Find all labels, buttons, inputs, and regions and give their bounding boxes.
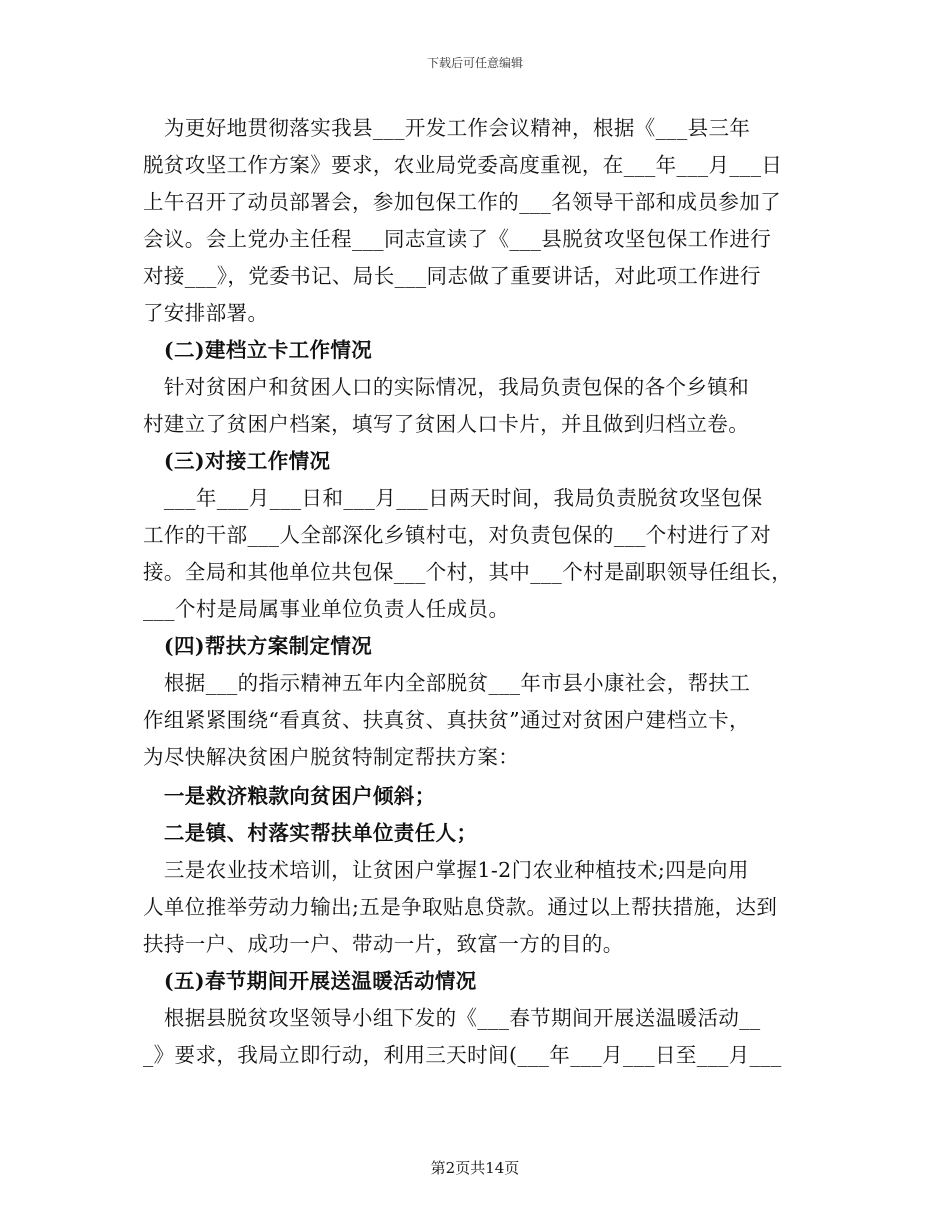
section-heading: (五)春节期间开展送温暖活动情况 — [143, 969, 477, 993]
list-item-bold: 二是镇、村落实帮扶单位责任人； — [143, 821, 478, 845]
body-line: 为更好地贯彻落实我县___开发工作会议精神，根据《___县三年 — [143, 116, 751, 140]
body-line: 工作的干部___人全部深化乡镇村屯，对负责包保的___个村进行了对 — [143, 523, 772, 547]
body-line: ___年___月___日和___月___日两天时间，我局负责脱贫攻坚包保 — [143, 486, 763, 510]
body-line: 上午召开了动员部署会，参加包保工作的___名领导干部和成员参加了 — [143, 190, 782, 214]
body-line: 会议。会上党办主任程___同志宣读了《___县脱贫攻坚包保工作进行 — [143, 227, 772, 251]
body-line: 对接___》，党委书记、局长___同志做了重要讲话，对此项工作进行 — [143, 264, 761, 288]
list-item-bold: 一是救济粮款向贫困户倾斜； — [143, 784, 436, 808]
section-heading: (四)帮扶方案制定情况 — [143, 634, 373, 658]
body-line: 村建立了贫困户档案，填写了贫困人口卡片，并且做到归档立卷。 — [143, 412, 750, 436]
body-line: 针对贫困户和贫困人口的实际情况，我局负责包保的各个乡镇和 — [143, 375, 750, 399]
body-line: 接。全局和其他单位共包保___个村，其中___个村是副职领导任组长， — [143, 560, 793, 584]
body-line: 人单位推举劳动力输出;五是争取贴息贷款。通过以上帮扶措施，达到 — [143, 895, 778, 919]
section-heading: (二)建档立卡工作情况 — [143, 338, 373, 362]
body-line: 根据___的指示精神五年内全部脱贫___年市县小康社会，帮扶工 — [143, 671, 751, 695]
page-number: 第2页共14页 — [430, 1159, 520, 1177]
body-line: 三是农业技术培训，让贫困户掌握1-2门农业种植技术;四是向用 — [143, 858, 749, 882]
body-line: ___个村是局属事业单位负责人任成员。 — [143, 597, 510, 621]
section-heading: (三)对接工作情况 — [143, 449, 331, 473]
body-line: 扶持一户、成功一户、带动一片，致富一方的目的。 — [143, 932, 624, 956]
body-line: 根据县脱贫攻坚领导小组下发的《___春节期间开展送温暖活动__ — [143, 1006, 761, 1030]
body-line: 作组紧紧围绕“看真贫、扶真贫、真扶贫”通过对贫困户建档立卡， — [143, 708, 750, 732]
body-line: 脱贫攻坚工作方案》要求，农业局党委高度重视，在___年___月___日 — [143, 153, 783, 177]
body-line: 了安排部署。 — [143, 301, 269, 325]
body-line: 为尽快解决贫困户脱贫特制定帮扶方案： — [143, 745, 520, 769]
page-header-note: 下载后可任意编辑 — [426, 56, 523, 70]
body-line: _》要求，我局立即行动，利用三天时间(___年___月___日至___月___ — [143, 1043, 782, 1067]
